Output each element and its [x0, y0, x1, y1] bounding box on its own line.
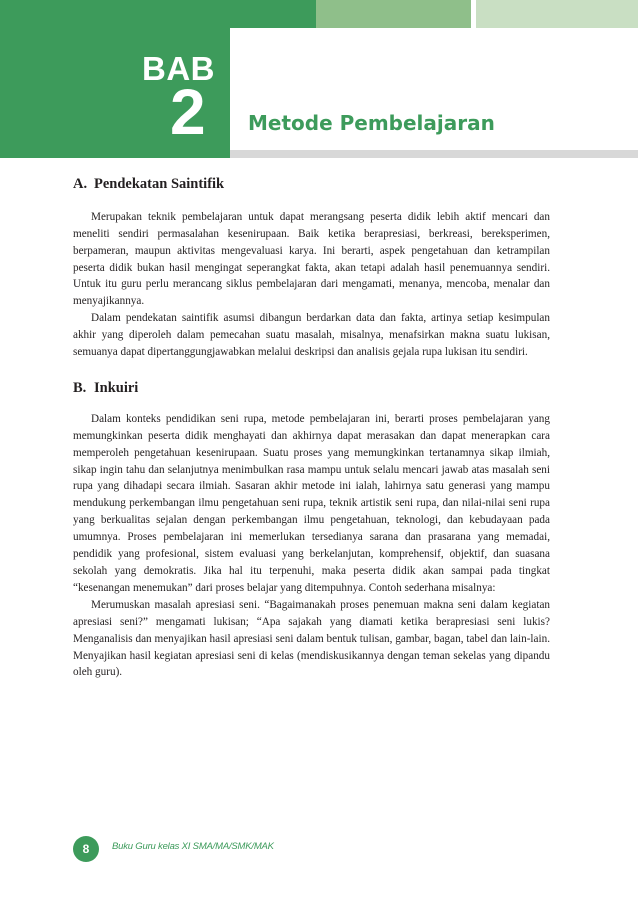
paragraph: Merumuskan masalah apresiasi seni. “Bagaimanakah proses penemuan makna seni dalam kegiatan apresiasi seni?” mengamati lukisan; “Apa sajakah yang diamati ketika berapresiasi seni lukis? Menganalisis dan menyajikan hasil apresiasi seni dalam bentuk tulisan, gambar, bagan, tabel dan lain-lain. Menyajikan hasil kegiatan apresiasi seni di kelas (mendiskusikannya dengan teman sekelas yang dipandu oleh guru).	[73, 598, 550, 679]
section-heading-a	[73, 175, 550, 194]
chapter-number: 2	[170, 76, 206, 148]
paragraph: Dalam pendekatan saintifik asumsi dibangun berdarkan data dan fakta, artinya setiap kesimpulan akhir yang diperoleh dalam pemecahan suatu masalah, misalnya, menafsirkan makna suatu lukisan, semuanya dapat dipertanggungjawabkan melalui deskripsi dan analisis gejala rupa lukisan itu sendiri.	[73, 312, 550, 359]
chapter-header	[0, 0, 638, 158]
section-title: Inkuiri	[94, 380, 139, 396]
paragraph: Dalam konteks pendidikan seni rupa, metode pembelajaran ini, berarti proses pembelajaran yang memungkinkan peserta didik menghayati dan akhirnya dapat merasakan dan dapat menerapkan cara memperoleh pengetahuan kesenirupaan. Suatu proses yang memungkinkan tertanamnya sikap ilmiah, sikap ingin tahu dan selanjutnya menimbulkan rasa mampu untuk selalu mencari jawab atas masalah seni rupa yang dihadapi secara ilmiah. Sasaran akhir metode ini ialah, lahirnya satu generasi yang mampu mendukung perkembangan ilmu pengetahuan seni rupa, teknik artistik seni rupa, dan nilai-nilai seni rupa yang berkualitas sejalan dengan perkembangan ilmu pengetahuan, teknologi, dan kebudayaan pada umumnya. Proses pembelajaran ini memerlukan tersedianya sarana dan prasarana yang memadai, pendidik yang profesional, sistem evaluasi yang berkelanjutan, komprehensif, objektif, dan suasana sekolah yang demokratis. Jika hal itu terpenuhi, maka peserta didik akan sampai pada tingkat “kesenangan menemukan” dari proses belajar yang ditempuhnya. Contoh sederhana misalnya:	[73, 412, 550, 594]
section-letter: A.	[73, 176, 88, 192]
chapter-label: BAB	[142, 50, 215, 87]
header-pale-green-bar	[476, 0, 638, 28]
section-heading-b	[73, 379, 550, 398]
chapter-title: Metode Pembelajaran	[248, 111, 495, 135]
paragraph: Merupakan teknik pembelajaran untuk dapat merangsang peserta didik lebih aktif mencari dan meneliti sendiri permasalahan kesenirupaan. Baik ketika berapresiasi, berkreasi, bereksperimen, berpameran, maupun aktivitas mengevaluasi karya. Ini berarti, aspek pengetahuan dan ketrampilan peserta didik bukan hasil mengingat seperangkat fakta, akan tetapi adalah hasil penemuannya sendiri. Untuk itu guru perlu merancang siklus pembelajaran dari mengamati, menanya, mencoba, menalar dan menyajikannya.	[73, 210, 550, 308]
footer-book-title: Buku Guru kelas XI SMA/MA/SMK/MAK	[112, 841, 274, 852]
section-title: Pendekatan Saintifik	[94, 176, 225, 192]
header-grey-rule	[230, 150, 638, 158]
header-light-green-bar	[316, 0, 471, 28]
section-letter: B.	[73, 380, 87, 396]
page-number-badge: 8	[73, 836, 99, 862]
page-content	[73, 175, 550, 681]
